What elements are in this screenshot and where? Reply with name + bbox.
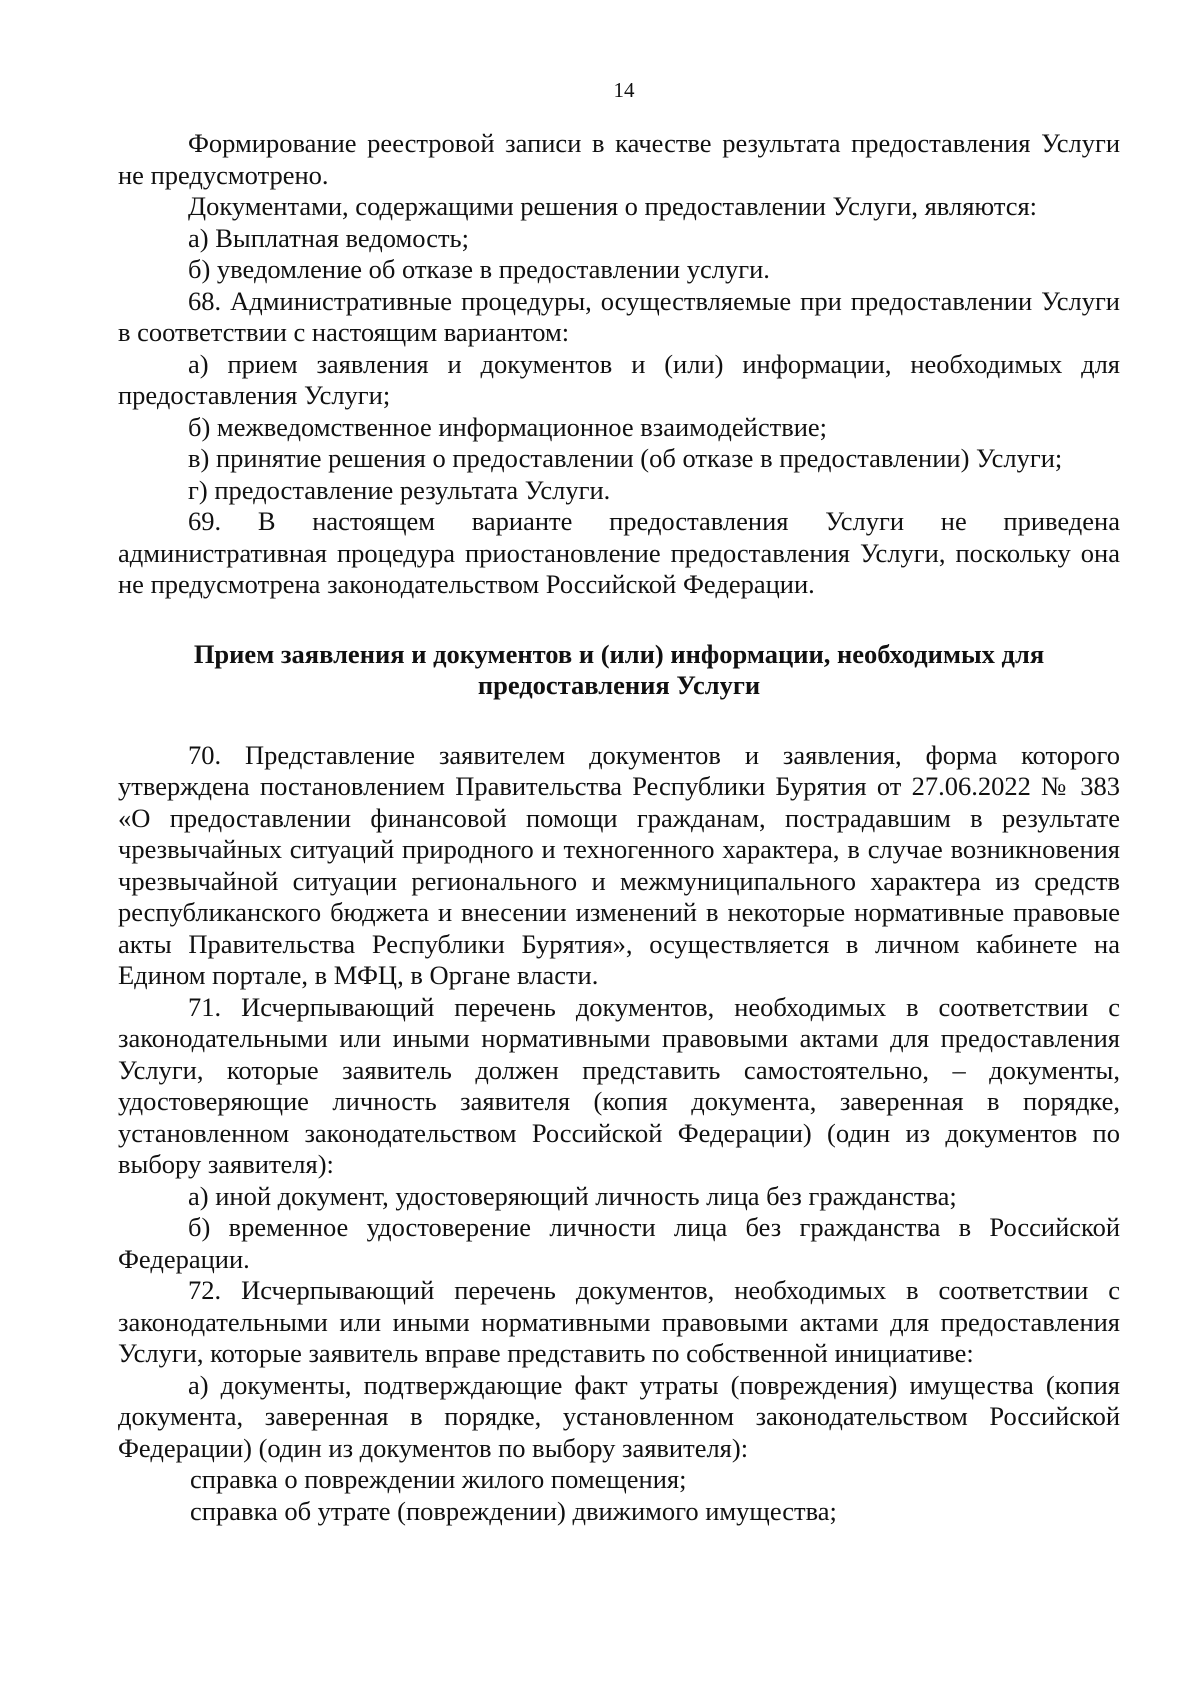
list-item-a-payment-statement: а) Выплатная ведомость;	[188, 222, 469, 253]
list-item-71-a: а) иной документ, удостоверяющий личность лица без гражданства;	[188, 1180, 957, 1211]
list-item-71-b: б) временное удостоверение личности лица без гражданства в Российской Федерации.	[118, 1212, 1120, 1274]
list-item-damage-certificate: справка о повреждении жилого помещения;	[190, 1464, 687, 1494]
clause-69: 69. В настоящем варианте предоставления Услуги не приведена административная процедура приостановление предоставления Услуги, поскольку она не предусмотрена законодательством Российской Федерации.	[118, 506, 1120, 599]
paragraph-registry-note: Формирование реестровой записи в качестве результата предоставления Услуги не предусмотрено.	[118, 128, 1120, 190]
page-number: 14	[613, 78, 635, 102]
clause-68: 68. Административные процедуры, осуществляемые при предоставлении Услуги в соответствии с настоящим вариантом:	[118, 285, 1120, 347]
list-item-68-d: г) предоставление результата Услуги.	[188, 474, 611, 505]
list-item-68-b: б) межведомственное информационное взаимодействие;	[188, 411, 828, 442]
clause-72: 72. Исчерпывающий перечень документов, необходимых в соответствии с законодательными или иными нормативными правовыми актами для предоставления Услуги, которые заявитель вправе представить по собственной инициативе:	[118, 1275, 1120, 1368]
list-item-movable-property-certificate: справка об утрате (повреждении) движимого имущества;	[190, 1495, 837, 1526]
list-item-72-a: а) документы, подтверждающие факт утраты (повреждения) имущества (копия документа, заверенная в порядке, установленном законодательством Российской Федерации) (один из документов по выбору заявителя):	[118, 1369, 1120, 1463]
paragraph-decision-documents: Документами, содержащими решения о предоставлении Услуги, являются:	[188, 191, 1038, 221]
clause-70: 70. Представление заявителем документов и заявления, форма которого утверждена постановлением Правительства Республики Бурятия от 27.06.2022 № 383 «О предоставлении финансовой помощи гражданам, пострадавшим в результате чрезвычайных ситуаций природного и техногенного характера, в случае возникновения чрезвычайной ситуации регионального и межмуниципального характера из средств республиканского бюджета и внесении изменений в некоторые нормативные правовые акты Правительства Республики Бурятия», осуществляется в личном кабинете на Едином портале, в МФЦ, в Органе власти.	[118, 739, 1120, 990]
list-item-68-c: в) принятие решения о предоставлении (об отказе в предоставлении) Услуги;	[188, 443, 1063, 473]
list-item-68-a: а) прием заявления и документов и (или) информации, необходимых для предоставления Услуги;	[118, 348, 1120, 410]
clause-71: 71. Исчерпывающий перечень документов, необходимых в соответствии с законодательными или иными нормативными правовыми актами для предоставления Услуги, которые заявитель должен представить самостоятельно, – документы, удостоверяющие личность заявителя (копия документа, заверенная в порядке, установленном законодательством Российской Федерации) (один из документов по выбору заявителя):	[118, 991, 1120, 1179]
section-heading: Прием заявления и документов и (или) информации, необходимых для предоставления Услуги	[193, 638, 1045, 700]
list-item-b-refusal-notice: б) уведомление об отказе в предоставлении услуги.	[188, 254, 770, 284]
